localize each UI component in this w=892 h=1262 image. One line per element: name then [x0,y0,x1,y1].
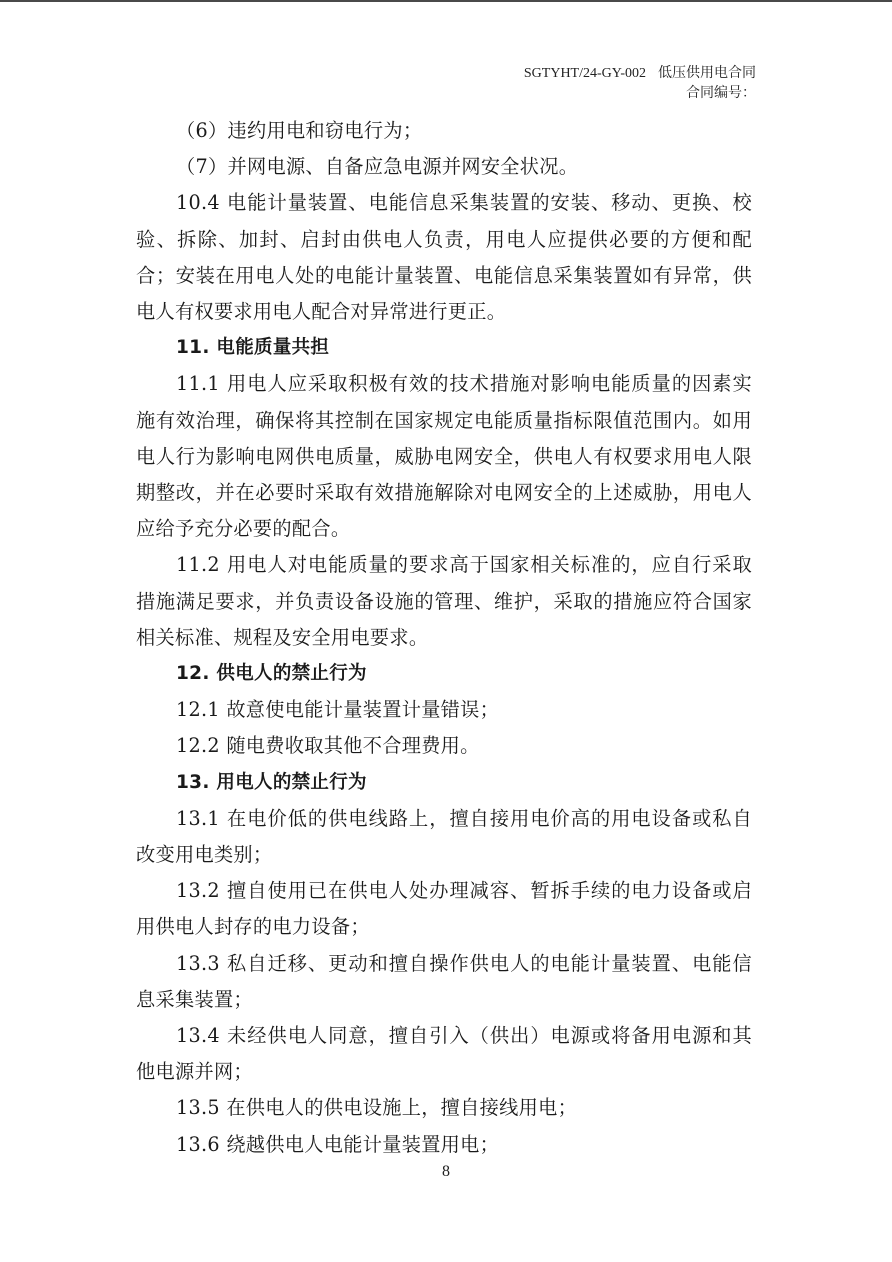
clause-13-6: 13.6 绕越供电人电能计量装置用电； [176,1132,500,1156]
contract-code: SGTYHT/24-GY-002 [523,66,646,81]
clause-item-6: （6）违约用电和窃电行为； [176,119,423,142]
clause-13-1: 13.1 在电价低的供电线路上，擅自接用电价高的用电设备或私自改变用电类别； [136,806,752,867]
clause-13-2: 13.2 擅自使用已在供电人处办理减容、暂拆手续的电力设备或启用供电人封存的电力设备； [136,879,752,939]
section-heading-13: 13. 用电人的禁止行为 [176,771,367,793]
clause-12-1: 12.1 故意使电能计量装置计量错误； [176,698,500,722]
section-heading-12: 12. 供电人的禁止行为 [176,663,367,685]
clause-13-4: 13.4 未经供电人同意，擅自引入（供出）电源或将备用电源和其他电源并网； [136,1024,752,1084]
clause-12-2: 12.2 随电费收取其他不合理费用。 [176,734,480,758]
section-heading-11: 11. 电能质量共担 [176,337,330,359]
top-border-line [0,0,892,2]
clause-13-3: 13.3 私自迁移、更动和擅自操作供电人的电能计量装置、电能信息采集装置； [136,951,752,1011]
clause-10-4: 10.4 电能计量装置、电能信息采集装置的安装、移动、更换、校验、拆除、加封、启封由供电人负责，用电人应提供必要的方便和配合；安装在用电人处的电能计量装置、电能信息采集装置如有异常，供电人有权要求用电人配合对异常进行更正。 [136,191,752,324]
document-body [136,113,752,1163]
clause-item-7: （7）并网电源、自备应急电源并网安全状况。 [176,155,579,179]
clause-11-2: 11.2 用电人对电能质量的要求高于国家相关标准的，应自行采取措施满足要求，并负责设备设施的管理、维护，采取的措施应符合国家相关标准、规程及安全用电要求。 [136,553,752,649]
page-header [524,64,756,104]
clause-13-5: 13.5 在供电人的供电设施上，擅自接线用电； [176,1096,578,1120]
contract-title: 低压供用电合同 [658,66,756,81]
clause-11-1: 11.1 用电人应采取积极有效的技术措施对影响电能质量的因素实施有效治理，确保将其控制在国家规定电能质量指标限值范围内。如用电人行为影响电网供电质量，威胁电网安全，供电人有权要求用电人限期整改，并在必要时采取有效措施解除对电网安全的上述威胁，用电人应给予充分必要的配合。 [136,372,752,541]
page-number: 8 [442,1163,450,1180]
contract-number-label: 合同编号： [686,86,756,101]
header-line-1 [524,64,756,84]
